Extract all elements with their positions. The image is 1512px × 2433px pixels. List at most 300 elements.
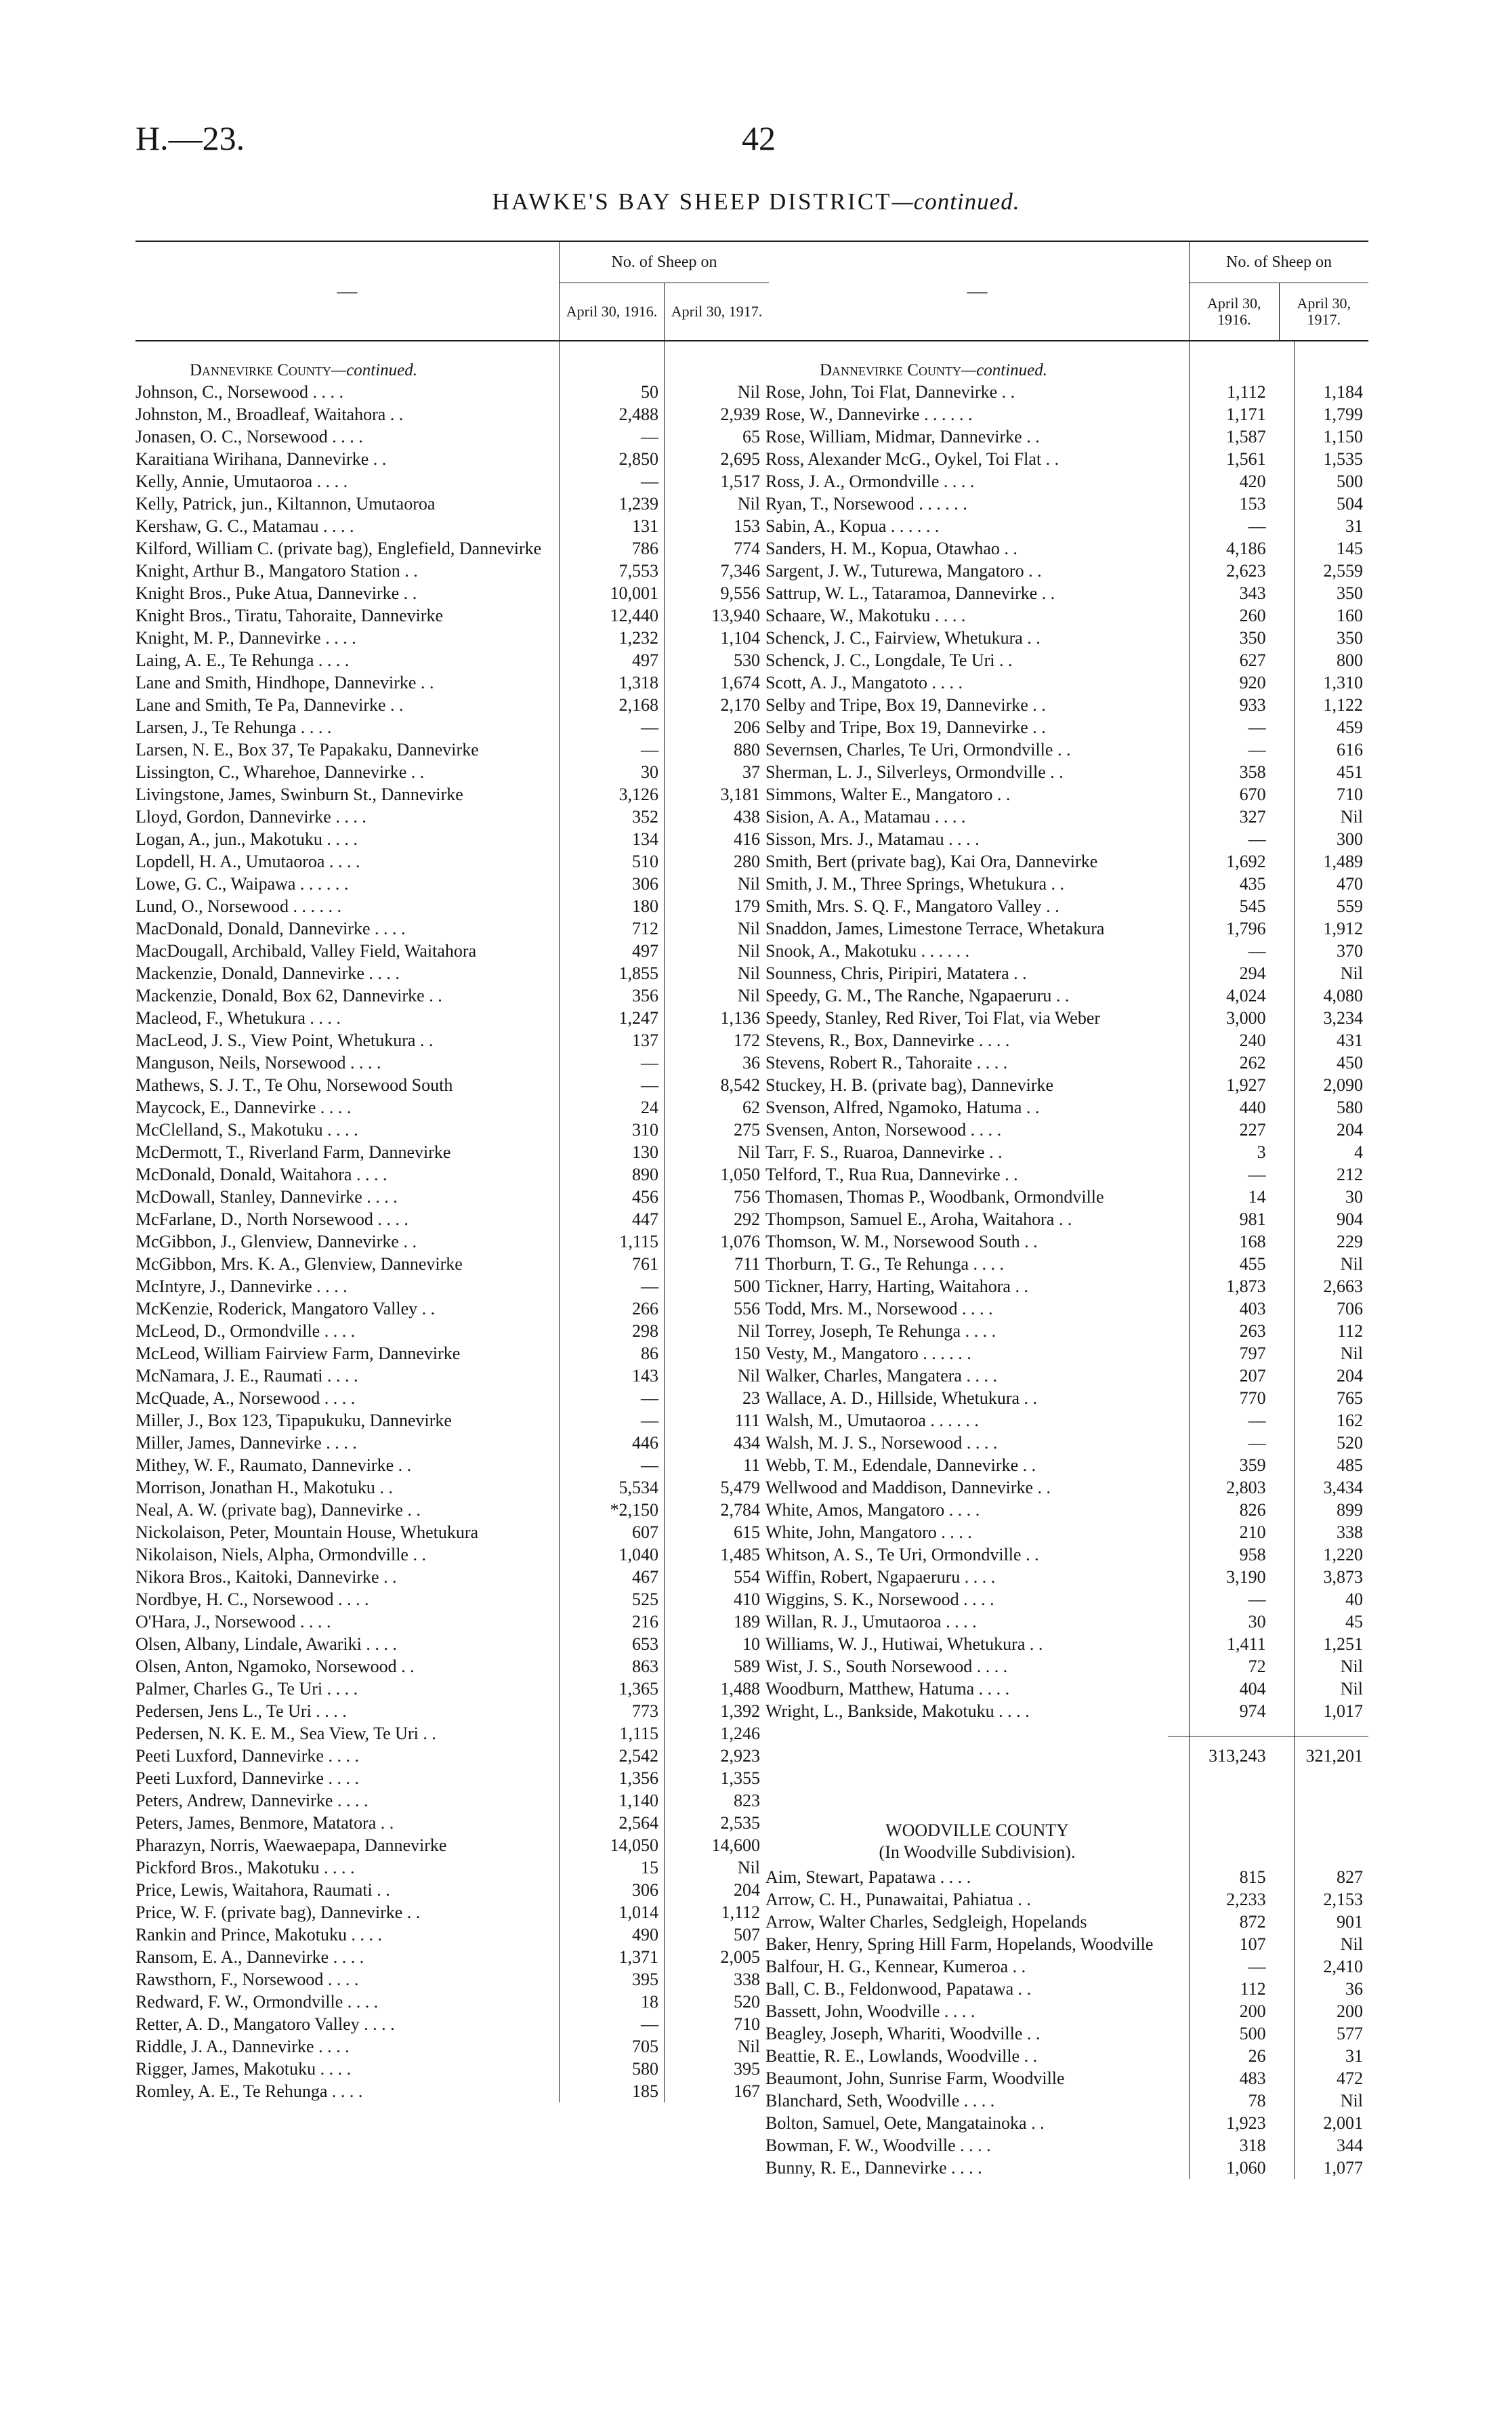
sheep-1916: 770 <box>1239 1388 1266 1408</box>
table-row <box>135 940 769 962</box>
table-row <box>135 828 769 850</box>
holder-name: Stuckey, H. B. (private bag), Dannevirke <box>765 1075 1054 1095</box>
table-row <box>135 582 769 604</box>
holder-name: Schenck, J. C., Fairview, Whetukura . . <box>765 628 1041 648</box>
sheep-1917: 229 <box>1337 1232 1363 1251</box>
sheep-1916: 1,796 <box>1226 919 1266 938</box>
table-row <box>765 1955 1368 1978</box>
header-sheep-columns <box>559 242 769 340</box>
sheep-1917: 1,150 <box>1323 427 1363 446</box>
sheep-1916: 653 <box>632 1634 658 1654</box>
table-row <box>135 515 769 537</box>
holder-name: Sanders, H. M., Kopua, Otawhao . . <box>765 539 1017 558</box>
holder-name: McGibbon, Mrs. K. A., Glenview, Dannevirke <box>135 1254 463 1274</box>
sheep-1916: 1,371 <box>618 1947 658 1967</box>
table-row <box>135 1253 769 1275</box>
sheep-1917: 3,873 <box>1323 1567 1363 1587</box>
holder-name: Peters, James, Benmore, Matatora . . <box>135 1813 394 1833</box>
sheep-1917: 344 <box>1337 2136 1363 2155</box>
sheep-1916: 2,542 <box>618 1746 658 1766</box>
table-row <box>135 425 769 448</box>
sheep-1917: 45 <box>1345 1612 1363 1631</box>
table-row <box>765 739 1368 761</box>
sheep-1917: 434 <box>734 1433 760 1453</box>
sheep-1916: 920 <box>1239 673 1266 692</box>
table-row <box>765 2067 1368 2089</box>
sheep-1917: 416 <box>734 829 760 849</box>
sheep-1917: 1,392 <box>720 1701 760 1721</box>
sheep-1917: 1,355 <box>720 1768 760 1788</box>
sheep-1916: 14 <box>1248 1187 1266 1207</box>
sheep-1917: 1,122 <box>1323 695 1363 715</box>
holder-name: Kershaw, G. C., Matamau . . . . <box>135 516 354 536</box>
sheep-1917: 2,153 <box>1323 1890 1363 1909</box>
table-row <box>765 560 1368 582</box>
sheep-1917: 160 <box>1337 606 1363 625</box>
table-row <box>765 627 1368 649</box>
sheep-1917: 2,923 <box>720 1746 760 1766</box>
holder-name: Karaitiana Wirihana, Dannevirke . . <box>135 449 387 469</box>
sheep-1917: 13,940 <box>711 606 760 625</box>
sheep-1917: Nil <box>737 494 760 514</box>
sheep-1916: — <box>641 1411 658 1430</box>
sheep-1916: 216 <box>632 1612 658 1631</box>
sheep-1917: 300 <box>1337 829 1363 849</box>
table-row <box>765 1208 1368 1230</box>
sheep-1916: 958 <box>1239 1545 1266 1564</box>
sheep-1917: 1,251 <box>1323 1634 1363 1654</box>
holder-name: Johnston, M., Broadleaf, Waitahora . . <box>135 404 404 424</box>
holder-name: Olsen, Albany, Lindale, Awariki . . . . <box>135 1634 397 1654</box>
section-continued: —continued. <box>331 361 418 379</box>
holder-name: Sabin, A., Kopua . . . . . . <box>765 516 940 536</box>
sheep-1916: 1,115 <box>619 1232 658 1251</box>
sheep-1917: 145 <box>1337 539 1363 558</box>
sheep-1916: 705 <box>632 2037 658 2056</box>
sheep-1917: 710 <box>1337 785 1363 804</box>
holder-name: Neal, A. W. (private bag), Dannevirke . . <box>135 1500 421 1520</box>
sheep-1917: 710 <box>734 2014 760 2034</box>
table-row <box>765 2045 1368 2067</box>
holder-name: Snook, A., Makotuku . . . . . . <box>765 941 970 961</box>
table-row <box>765 917 1368 940</box>
woodville-title: WOODVILLE COUNTY <box>885 1821 1069 1840</box>
table-row <box>765 2157 1368 2179</box>
holder-name: Beattie, R. E., Lowlands, Woodville . . <box>765 2046 1038 2066</box>
holder-name: Nickolaison, Peter, Mountain House, Whetukura <box>135 1522 479 1542</box>
sheep-1916: 404 <box>1239 1679 1266 1699</box>
sheep-1917: 280 <box>734 852 760 871</box>
sheep-1916: 356 <box>632 986 658 1005</box>
sheep-1917: 520 <box>734 1992 760 2012</box>
sheep-1916: 227 <box>1239 1120 1266 1140</box>
holder-name: McQuade, A., Norsewood . . . . <box>135 1388 356 1408</box>
sheep-1917: 65 <box>742 427 760 446</box>
holder-name: Balfour, H. G., Kennear, Kumeroa . . <box>765 1957 1026 1976</box>
table-row <box>765 381 1368 403</box>
holder-name: Schaare, W., Makotuku . . . . <box>765 606 966 625</box>
sheep-1917: 31 <box>1345 516 1363 536</box>
holder-name: Retter, A. D., Mangatoro Valley . . . . <box>135 2014 395 2034</box>
table-row <box>135 873 769 895</box>
sheep-1916: — <box>1248 516 1266 536</box>
table-row <box>765 2134 1368 2157</box>
holder-name: Peters, Andrew, Dannevirke . . . . <box>135 1791 369 1810</box>
holder-name: Miller, James, Dannevirke . . . . <box>135 1433 357 1453</box>
sheep-1916: 352 <box>632 807 658 827</box>
table-row <box>135 1968 769 1991</box>
holder-name: Aim, Stewart, Papatawa . . . . <box>765 1867 971 1887</box>
holder-name: Lissington, C., Wharehoe, Dannevirke . . <box>135 762 425 782</box>
table-row <box>765 1566 1368 1588</box>
table-row <box>135 537 769 560</box>
sheep-1916: 797 <box>1239 1344 1266 1363</box>
sheep-1917: 8,542 <box>720 1075 760 1095</box>
sheep-1916: 207 <box>1239 1366 1266 1386</box>
sheep-1917: 3,234 <box>1323 1008 1363 1028</box>
sheep-1917: 472 <box>1337 2068 1363 2088</box>
holder-name: Pharazyn, Norris, Waewaepapa, Dannevirke <box>135 1835 447 1855</box>
holder-name: Selby and Tripe, Box 19, Dannevirke . . <box>765 695 1046 715</box>
sheep-1916: 933 <box>1239 695 1266 715</box>
holder-name: McNamara, J. E., Raumati . . . . <box>135 1366 358 1386</box>
table-row <box>765 1387 1368 1409</box>
sheep-1916: 510 <box>632 852 658 871</box>
sheep-1916: 3,000 <box>1226 1008 1266 1028</box>
holder-name: MacDougall, Archibald, Valley Field, Waitahora <box>135 941 477 961</box>
sheep-1917: 338 <box>1337 1522 1363 1542</box>
table-row <box>765 1588 1368 1610</box>
sheep-1917: 1,017 <box>1323 1701 1363 1721</box>
sheep-1917: 23 <box>742 1388 760 1408</box>
holder-name: Redward, F. W., Ormondville . . . . <box>135 1992 379 2012</box>
sheep-1917: 3,434 <box>1323 1478 1363 1497</box>
sheep-1916: — <box>641 427 658 446</box>
holder-name: Bassett, John, Woodville . . . . <box>765 2001 975 2021</box>
header-year-1916: April 30, 1916. <box>566 303 658 320</box>
header-sheep-columns <box>1189 242 1368 340</box>
sheep-1917: 62 <box>742 1098 760 1117</box>
sheep-1917: 112 <box>1337 1321 1363 1341</box>
holder-name: Scott, A. J., Mangatoto . . . . <box>765 673 963 692</box>
table-row <box>135 739 769 761</box>
holder-name: Kelly, Patrick, jun., Kiltannon, Umutaoroa <box>135 494 436 514</box>
sheep-1916: 306 <box>632 874 658 894</box>
table-row <box>765 783 1368 806</box>
holder-name: Snaddon, James, Limestone Terrace, Whetakura <box>765 919 1105 938</box>
sheep-1917: 350 <box>1337 628 1363 648</box>
sheep-1916: 497 <box>632 650 658 670</box>
holder-name: Tarr, F. S., Ruaroa, Dannevirke . . <box>765 1142 1003 1162</box>
sheep-1916: 327 <box>1239 807 1266 827</box>
holder-name: Speedy, Stanley, Red River, Toi Flat, via Weber <box>765 1008 1101 1028</box>
table-row <box>135 1476 769 1499</box>
sheep-1916: 168 <box>1239 1232 1266 1251</box>
sheep-1917: 7,346 <box>720 561 760 581</box>
holder-name: Nikora Bros., Kaitoki, Dannevirke . . <box>135 1567 397 1587</box>
table-row <box>765 1275 1368 1297</box>
holder-name: Knight Bros., Puke Atua, Dannevirke . . <box>135 583 417 603</box>
sheep-1916: 1,140 <box>618 1791 658 1810</box>
holder-name: White, John, Mangatoro . . . . <box>765 1522 972 1542</box>
sheep-1917: 11 <box>742 1455 760 1475</box>
sheep-1917: 1,912 <box>1323 919 1363 938</box>
holder-name: Rigger, James, Makotuku . . . . <box>135 2059 352 2079</box>
sheep-1916: 1,318 <box>618 673 658 692</box>
sheep-1917: 179 <box>734 896 760 916</box>
sheep-1917: 1,076 <box>720 1232 760 1251</box>
sheep-1916: 1,014 <box>618 1902 658 1922</box>
sheep-1916: 1,692 <box>1226 852 1266 871</box>
sheep-1916: — <box>1248 829 1266 849</box>
table-body <box>135 341 769 2102</box>
holder-name: MacDonald, Donald, Dannevirke . . . . <box>135 919 406 938</box>
sheep-1917: Nil <box>737 382 760 402</box>
sheep-1917: 350 <box>1337 583 1363 603</box>
sheep-1916: 1,239 <box>618 494 658 514</box>
holder-name: Arrow, C. H., Punawaitai, Pahiatua . . <box>765 1890 1031 1909</box>
table-row <box>135 895 769 917</box>
table-row <box>135 850 769 873</box>
holder-name: Severnsen, Charles, Te Uri, Ormondville . . <box>765 740 1071 760</box>
sheep-1917: 153 <box>734 516 760 536</box>
sheep-1917: 9,556 <box>720 583 760 603</box>
sheep-1917: Nil <box>1340 1679 1363 1699</box>
holder-name: Bowman, F. W., Woodville . . . . <box>765 2136 991 2155</box>
sheep-1916: 1,411 <box>1227 1634 1266 1654</box>
sheep-1917: 30 <box>1345 1187 1363 1207</box>
sheep-1917: 904 <box>1337 1209 1363 1229</box>
holder-name: Knight Bros., Tiratu, Tahoraite, Dannevirke <box>135 606 444 625</box>
sheep-1916: 358 <box>1239 762 1266 782</box>
right-table <box>765 241 1368 2179</box>
sheep-1917: 1,246 <box>720 1724 760 1743</box>
sheep-1916: 3,126 <box>618 785 658 804</box>
sheep-1916: 607 <box>632 1522 658 1542</box>
table-row <box>765 1074 1368 1096</box>
sheep-1916: 1,115 <box>619 1724 658 1743</box>
table-row <box>765 984 1368 1007</box>
sheep-1916: — <box>641 2014 658 2034</box>
sheep-1916: 525 <box>632 1589 658 1609</box>
sheep-1917: Nil <box>1340 807 1363 827</box>
sheep-1916: 210 <box>1239 1522 1266 1542</box>
sheep-1916: 26 <box>1248 2046 1266 2066</box>
table-row <box>765 962 1368 984</box>
left-table <box>135 241 769 2102</box>
holder-name: Knight, M. P., Dannevirke . . . . <box>135 628 356 648</box>
sheep-1916: 260 <box>1239 606 1266 625</box>
sheep-1916: 1,060 <box>1226 2158 1266 2178</box>
holder-name: Stevens, Robert R., Tahoraite . . . . <box>765 1053 1008 1073</box>
table-row <box>765 493 1368 515</box>
sheep-1917: 2,784 <box>720 1500 760 1520</box>
sheep-1916: 403 <box>1239 1299 1266 1318</box>
table-row <box>135 1297 769 1320</box>
sheep-1917: 901 <box>1337 1912 1363 1932</box>
sheep-1917: Nil <box>1340 1344 1363 1363</box>
holder-name: Rose, W., Dannevirke . . . . . . <box>765 404 973 424</box>
holder-name: Kilford, William C. (private bag), Englefield, Dannevirke <box>135 539 542 558</box>
table-rows <box>135 381 769 2102</box>
header-name-column: — <box>337 279 358 302</box>
table-row <box>135 1409 769 1432</box>
holder-name: McIntyre, J., Dannevirke . . . . <box>135 1276 348 1296</box>
table-header <box>765 241 1368 341</box>
table-row <box>765 448 1368 470</box>
sheep-1917: 292 <box>734 1209 760 1229</box>
sheep-1917: 711 <box>734 1254 760 1274</box>
table-row <box>135 1678 769 1700</box>
sheep-1917: 438 <box>734 807 760 827</box>
sheep-1917: Nil <box>737 986 760 1005</box>
sheep-1917: 167 <box>734 2081 760 2101</box>
table-row <box>135 694 769 716</box>
table-row <box>135 1163 769 1186</box>
sheep-1917: 204 <box>734 1880 760 1900</box>
table-row <box>135 1342 769 1365</box>
table-row <box>135 1812 769 1834</box>
holder-name: Wright, L., Bankside, Makotuku . . . . <box>765 1701 1030 1721</box>
holder-name: Johnson, C., Norsewood . . . . <box>135 382 343 402</box>
table-row <box>765 515 1368 537</box>
table-row <box>765 2022 1368 2045</box>
holder-name: Simmons, Walter E., Mangatoro . . <box>765 785 1011 804</box>
table-row <box>765 1342 1368 1365</box>
title-text: HAWKE'S BAY SHEEP DISTRICT <box>492 188 892 215</box>
table-row <box>765 850 1368 873</box>
sheep-1916: 240 <box>1239 1031 1266 1050</box>
holder-name: Miller, J., Box 123, Tipapukuku, Dannevirke <box>135 1411 452 1430</box>
table-row <box>135 2080 769 2102</box>
sheep-1916: 200 <box>1239 2001 1266 2021</box>
sheep-1916: 773 <box>632 1701 658 1721</box>
table-row <box>765 1432 1368 1454</box>
table-row <box>765 1029 1368 1052</box>
table-row <box>765 1007 1368 1029</box>
holder-name: Lane and Smith, Te Pa, Dannevirke . . <box>135 695 404 715</box>
table-row <box>135 627 769 649</box>
sheep-1916: 2,623 <box>1226 561 1266 581</box>
table-row <box>135 1946 769 1968</box>
table-row <box>765 537 1368 560</box>
table-row <box>135 1275 769 1297</box>
sheep-1916: 4,024 <box>1226 986 1266 1005</box>
sheep-1916: 2,168 <box>618 695 658 715</box>
holder-name: McDonald, Donald, Waitahora . . . . <box>135 1165 387 1184</box>
table-row <box>765 873 1368 895</box>
table-row <box>135 1856 769 1879</box>
sheep-1916: — <box>641 1053 658 1073</box>
header-sheep-on: No. of Sheep on <box>560 242 769 283</box>
holder-name: Thomson, W. M., Norsewood South . . <box>765 1232 1038 1251</box>
holder-name: Whitson, A. S., Te Uri, Ormondville . . <box>765 1545 1039 1564</box>
table-row <box>765 1911 1368 1933</box>
sheep-1916: 1,171 <box>1226 404 1266 424</box>
section-name: Dannevirke County <box>820 361 961 379</box>
sheep-1917: 162 <box>1337 1411 1363 1430</box>
sheep-1916: — <box>641 1276 658 1296</box>
sheep-1916: 185 <box>632 2081 658 2101</box>
table-row <box>135 1230 769 1253</box>
sheep-1916: — <box>641 1388 658 1408</box>
sheep-1917: 37 <box>742 762 760 782</box>
sheep-1916: 545 <box>1239 896 1266 916</box>
table-row <box>765 1096 1368 1119</box>
holder-name: Knight, Arthur B., Mangatoro Station . . <box>135 561 418 581</box>
table-row <box>765 1320 1368 1342</box>
sheep-1916: 18 <box>641 1992 658 2012</box>
table-row <box>765 828 1368 850</box>
holder-name: Lowe, G. C., Waipawa . . . . . . <box>135 874 349 894</box>
holder-name: Larsen, J., Te Rehunga . . . . <box>135 718 332 737</box>
sheep-1916: 1,927 <box>1226 1075 1266 1095</box>
table-row <box>135 1923 769 1946</box>
table-row <box>765 1700 1368 1722</box>
table-row <box>765 1454 1368 1476</box>
sheep-1916: 483 <box>1239 2068 1266 2088</box>
sheep-1916: 153 <box>1239 494 1266 514</box>
sheep-1916: 420 <box>1239 472 1266 491</box>
sheep-1916: 467 <box>632 1567 658 1587</box>
table-row <box>135 1879 769 1901</box>
table-row <box>135 1096 769 1119</box>
table-row <box>135 962 769 984</box>
holder-name: McLeod, D., Ormondville . . . . <box>135 1321 356 1341</box>
sheep-1916: 359 <box>1239 1455 1266 1475</box>
sheep-1917: 40 <box>1345 1589 1363 1609</box>
table-row <box>765 1933 1368 1955</box>
sheep-1916: — <box>641 740 658 760</box>
table-row <box>135 1566 769 1588</box>
sheep-1916: 1,040 <box>618 1545 658 1564</box>
holder-name: Olsen, Anton, Ngamoko, Norsewood . . <box>135 1657 415 1676</box>
table-row <box>765 1978 1368 2000</box>
table-row <box>135 1633 769 1655</box>
sheep-1917: 556 <box>734 1299 760 1318</box>
sheep-1916: 78 <box>1248 2091 1266 2110</box>
table-row <box>765 694 1368 716</box>
holder-name: Bolton, Samuel, Oete, Mangatainoka . . <box>765 2113 1045 2133</box>
sheep-1917: 212 <box>1337 1165 1363 1184</box>
table-row <box>135 2013 769 2035</box>
sheep-1917: 899 <box>1337 1500 1363 1520</box>
sheep-1917: 3,181 <box>720 785 760 804</box>
sheep-1917: Nil <box>737 1858 760 1877</box>
holder-name: Wiggins, S. K., Norsewood . . . . <box>765 1589 994 1609</box>
table-row <box>135 1588 769 1610</box>
sheep-1916: 130 <box>632 1142 658 1162</box>
table-row <box>765 1119 1368 1141</box>
holder-name: Ryan, T., Norsewood . . . . . . <box>765 494 967 514</box>
holder-name: Beaumont, John, Sunrise Farm, Woodville <box>765 2068 1065 2088</box>
holder-name: Stevens, R., Box, Dannevirke . . . . <box>765 1031 1010 1050</box>
holder-name: Kelly, Annie, Umutaoroa . . . . <box>135 472 348 491</box>
sheep-1916: 497 <box>632 941 658 961</box>
holder-name: Smith, Mrs. S. Q. F., Mangatoro Valley . . <box>765 896 1059 916</box>
sheep-1916: 3,190 <box>1226 1567 1266 1587</box>
holder-name: Speedy, G. M., The Ranche, Ngapaeruru . . <box>765 986 1070 1005</box>
sheep-1917: 520 <box>1337 1433 1363 1453</box>
sheep-1917: 615 <box>734 1522 760 1542</box>
table-row <box>135 761 769 783</box>
sheep-1917: 1,112 <box>721 1902 760 1922</box>
sheep-1917: 530 <box>734 650 760 670</box>
table-row <box>765 425 1368 448</box>
holder-name: Thomasen, Thomas P., Woodbank, Ormondville <box>765 1187 1104 1207</box>
table-row <box>765 649 1368 671</box>
sheep-1916: 180 <box>632 896 658 916</box>
